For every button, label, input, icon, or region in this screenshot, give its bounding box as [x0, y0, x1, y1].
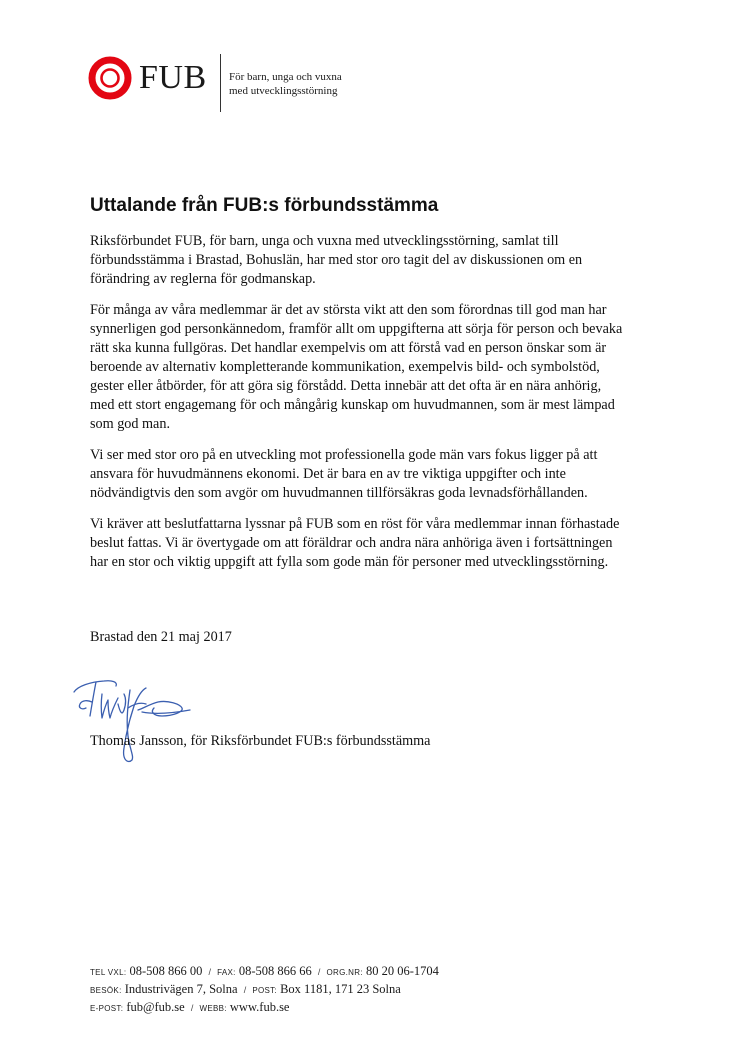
- text-line: Vi kräver att beslutfattarna lyssnar på FUB som en röst för våra medlemmar innan förhastade: [90, 516, 620, 532]
- footer-line-phone: [90, 962, 690, 980]
- email-value[interactable]: fub@fub.se: [126, 1000, 185, 1014]
- web-label: WEBB:: [199, 1004, 227, 1013]
- text-line: beslut fattas. Vi är övertygade om att föräldrar och andra nära anhöriga även i fortsättningen: [90, 535, 613, 551]
- document-title: Uttalande från FUB:s förbundsstämma: [90, 195, 439, 216]
- logo-tagline-line-1: För barn, unga och vuxna: [229, 71, 342, 83]
- post-label: POST:: [252, 986, 277, 995]
- paragraph: [90, 232, 650, 289]
- text-line: förbundsstämma i Brastad, Bohuslän, har med stor oro tagit del av diskussionen om en: [90, 252, 583, 268]
- text-line: beroende av alternativ kompletterande kommunikation, exempelvis bild- och symbolstöd,: [90, 359, 600, 375]
- text-line: rätt ska kunna fullgöras. Det handlar exempelvis om att förstå vad en person önskar som är: [90, 340, 607, 356]
- fax-label: FAX:: [217, 968, 236, 977]
- paragraph: [90, 446, 650, 503]
- footer-separator: /: [243, 985, 247, 995]
- contact-footer: [90, 962, 690, 1016]
- footer-separator: /: [190, 1003, 194, 1013]
- text-line: synnerligen god personkännedom, framför allt om uppgifterna att sörja för person och bevaka: [90, 321, 623, 337]
- date-line: Brastad den 21 maj 2017: [90, 629, 232, 645]
- handwritten-signature: [68, 664, 198, 768]
- paragraph: [90, 301, 650, 434]
- letter-body: [90, 232, 650, 584]
- footer-separator: /: [317, 967, 321, 977]
- email-label: E-POST:: [90, 1004, 124, 1013]
- text-line: nödvändigtvis den som avgör om huvudmannen tillförsäkras goda levnadsförhållanden.: [90, 485, 588, 501]
- logo-divider: [220, 54, 221, 112]
- org-label: ORG.NR:: [326, 968, 363, 977]
- tel-label: TEL VXL:: [90, 968, 127, 977]
- text-line: Riksförbundet FUB, för barn, unga och vuxna med utvecklingsstörning, samlat till: [90, 233, 559, 249]
- text-line: med ett stort engagemang för och mångårig kunskap om huvudmannen, som är mest lämpad: [90, 397, 615, 413]
- post-value: Box 1181, 171 23 Solna: [280, 982, 401, 996]
- text-line: som god man.: [90, 416, 170, 432]
- org-value: 80 20 06-1704: [365, 964, 439, 978]
- text-line: förändring av reglerna för godmanskap.: [90, 271, 316, 287]
- logo-tagline-line-2: med utvecklingsstörning: [229, 85, 338, 97]
- footer-separator: /: [208, 967, 212, 977]
- visit-label: BESÖK:: [90, 986, 122, 995]
- fax-value: 08-508 866 66: [238, 964, 312, 978]
- footer-line-web: [90, 998, 690, 1016]
- logo-tagline: [229, 70, 342, 98]
- signer-name: Thomas Jansson, för Riksförbundet FUB:s förbundsstämma: [90, 733, 431, 749]
- text-line: ansvara för huvudmännens ekonomi. Det är bara en av tre viktiga uppgifter och inte: [90, 466, 566, 482]
- text-line: har en stor och viktig uppgift att fylla som gode män för personer med utvecklingsstörning.: [90, 554, 609, 570]
- text-line: För många av våra medlemmar är det av största vikt att den som förordnas till god man har: [90, 302, 607, 318]
- visit-value: Industrivägen 7, Solna: [124, 982, 238, 996]
- fub-ring-icon: [88, 56, 132, 100]
- tel-value: 08-508 866 00: [129, 964, 203, 978]
- paragraph: [90, 515, 650, 572]
- text-line: Vi ser med stor oro på en utveckling mot professionella gode män vars fokus ligger på att: [90, 447, 598, 463]
- logo-wordmark: FUB: [139, 59, 207, 96]
- footer-line-address: [90, 980, 690, 998]
- web-value[interactable]: www.fub.se: [229, 1000, 290, 1014]
- text-line: gester eller åtbörder, för att göra sig förstådd. Detta innebär att det ofta är en nära anhörig,: [90, 378, 602, 394]
